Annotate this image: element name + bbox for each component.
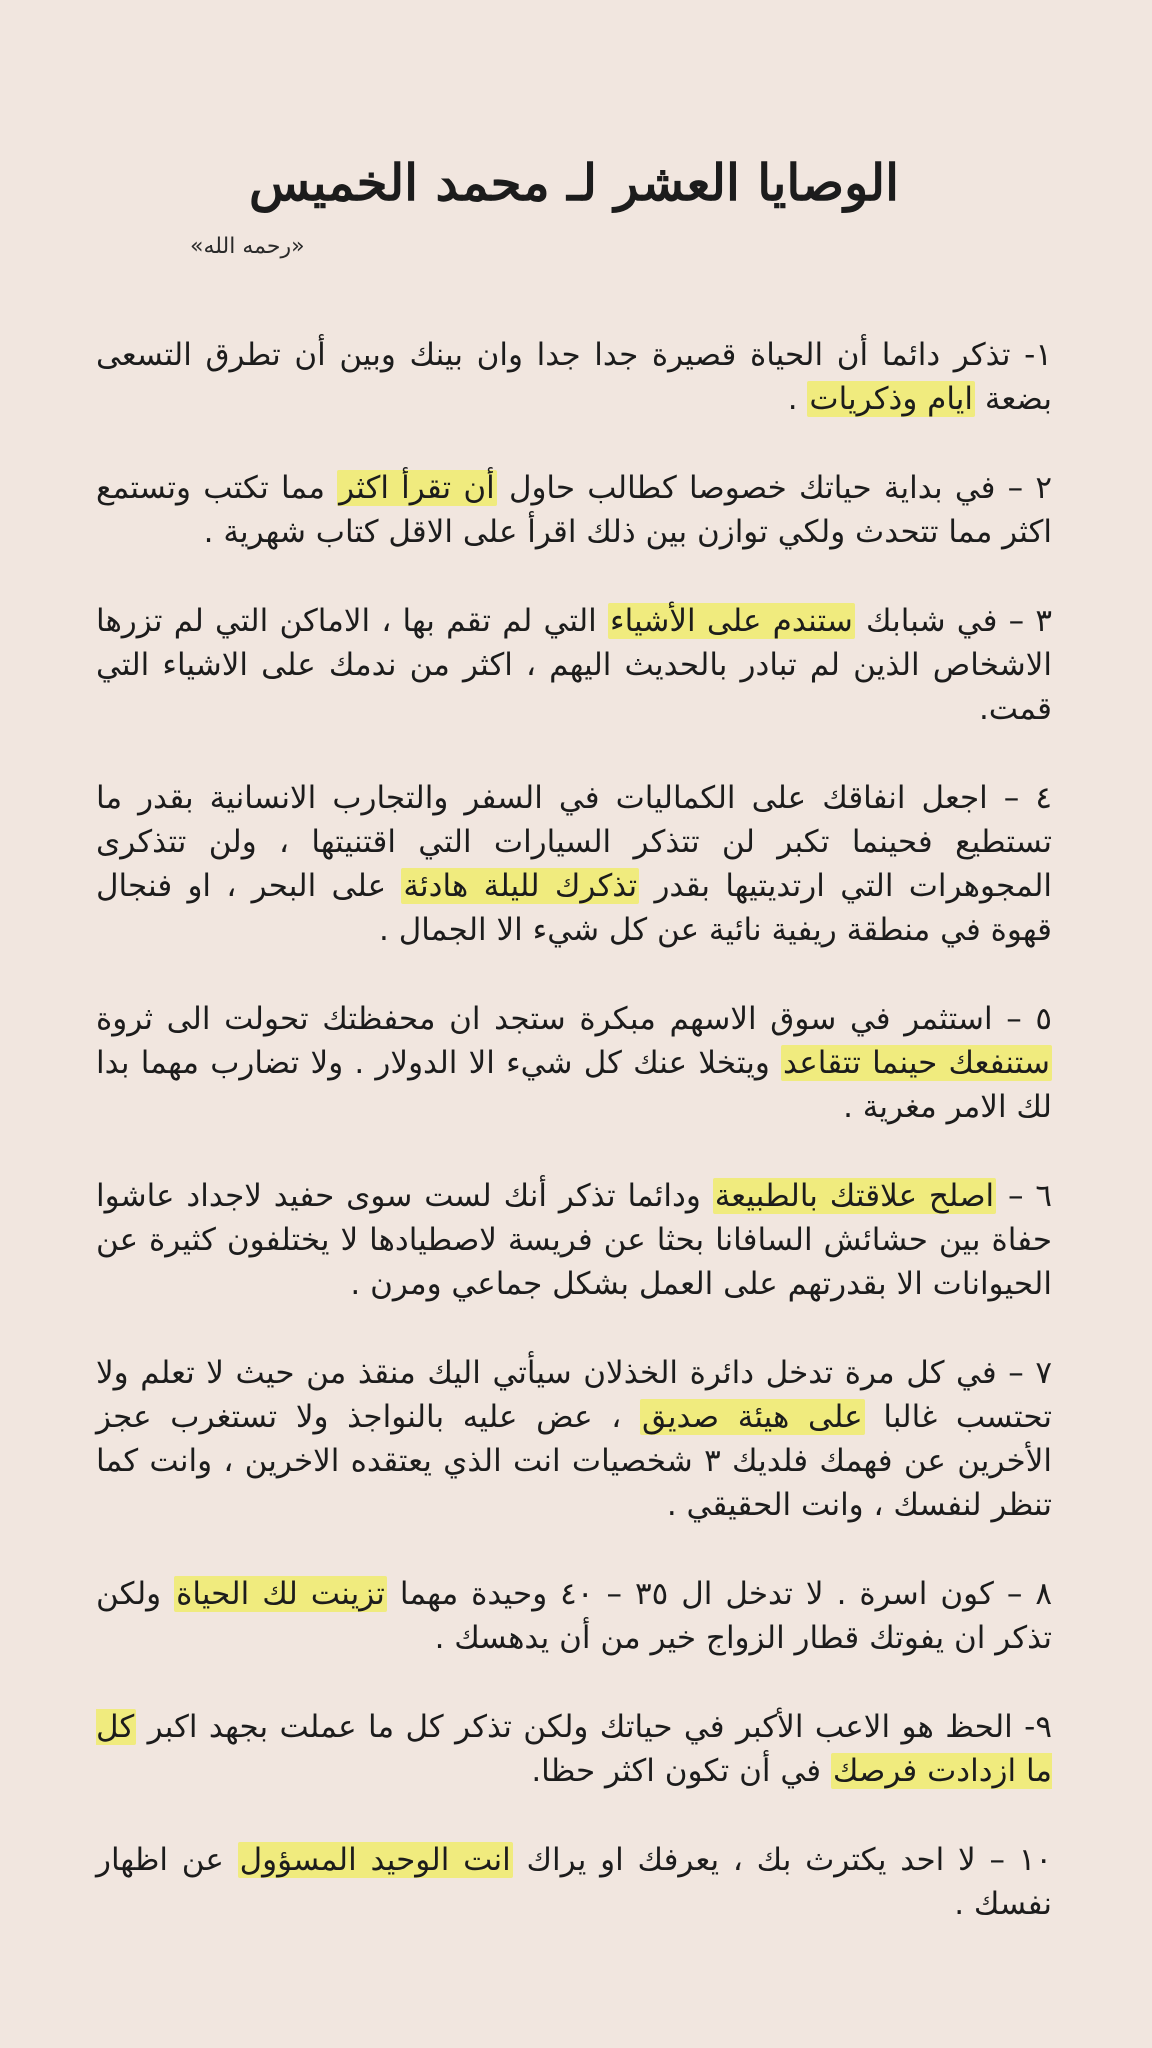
advice-text: ويتخلا عنك كل شيء الا الدولار . ولا تضارب مهما بدا لك الامر مغرية . — [96, 1045, 1052, 1125]
highlighted-phrase: ستنفعك حينما تتقاعد — [783, 1045, 1050, 1081]
advice-text: ، عض عليه بالنواجذ ولا تستغرب عجز الأخرين عن فهمك فلديك ٣ شخصيات انت الذي يعتقده الاخرين ، وانت كما تنظر لنفسك ، وانت الحقيقي . — [96, 1399, 1052, 1523]
advice-list — [96, 333, 1052, 1926]
highlighted-phrase: على هيئة صديق — [641, 1399, 863, 1435]
advice-text: مما تكتب وتستمع اكثر مما تتحدث ولكي توازن بين ذلك اقرأ على الاقل كتاب شهرية . — [96, 470, 1052, 550]
advice-text: عن اظهار نفسك . — [96, 1842, 1052, 1922]
advice-text: ٦ – — [996, 1178, 1053, 1214]
highlighted-phrase: كل ما ازدادت فرصك — [96, 1709, 1052, 1789]
advice-text: ٣ – في شبابك — [854, 603, 1052, 639]
advice-text: ٥ – استثمر في سوق الاسهم مبكرة ستجد ان محفظتك تحولت الى ثروة — [96, 1001, 1052, 1037]
advice-text: ٢ – في بداية حياتك خصوصا كطالب حاول — [496, 470, 1053, 506]
advice-item-6 — [96, 1174, 1052, 1306]
advice-text: ٤ – اجعل انفاقك على الكماليات في السفر والتجارب الانسانية بقدر ما تستطيع فحينما تكبر لن تتذكر السيارات التي اقتنيتها ، ولن تتذكرى المجوهرات التي ارتديتيها بقدر — [96, 780, 1053, 904]
page-title: الوصايا العشر لـ محمد الخميس — [248, 153, 900, 212]
highlighted-phrase: ايام وذكريات — [809, 381, 974, 417]
advice-item-1 — [96, 333, 1052, 421]
advice-item-8 — [96, 1572, 1052, 1660]
advice-item-10 — [96, 1838, 1052, 1926]
advice-text: ٨ – كون اسرة . لا تدخل ال ٣٥ – ٤٠ وحيدة مهما — [386, 1576, 1053, 1612]
advice-text: ١٠ – لا احد يكترث بك ، يعرفك او يراك — [512, 1842, 1053, 1878]
highlighted-phrase: ستندم على الأشياء — [610, 603, 853, 639]
advice-item-9 — [96, 1705, 1052, 1793]
highlighted-phrase: أن تقرأ اكثر — [339, 470, 495, 506]
advice-text: على البحر ، او فنجال قهوة في منطقة ريفية نائية عن كل شيء الا الجمال . — [96, 868, 1052, 948]
highlighted-phrase: تزينت لك الحياة — [176, 1576, 385, 1612]
page-subtitle: «رحمه الله» — [190, 234, 305, 259]
highlighted-phrase: انت الوحيد المسؤول — [239, 1842, 511, 1878]
advice-item-2 — [96, 466, 1052, 554]
advice-item-5 — [96, 997, 1052, 1129]
advice-text: ودائما تذكر أنك لست سوى حفيد لاجداد عاشوا حفاة بين حشائش السافانا بحثا عن فريسة لاصطيادها لا يختلفون كثيرة عن الحيوانات الا بقدرتهم على العمل بشكل جماعي ومرن . — [96, 1178, 1052, 1302]
advice-item-4 — [96, 776, 1052, 952]
advice-text: ١- تذكر دائما أن الحياة قصيرة جدا جدا وان بينك وبين أن تطرق التسعى بضعة — [96, 337, 1052, 417]
advice-text: التي لم تقم بها ، الاماكن التي لم تزرها الاشخاص الذين لم تبادر بالحديث اليهم ، اكثر من ندمك على الاشياء التي قمت. — [96, 603, 1052, 727]
advice-text: ٧ – في كل مرة تدخل دائرة الخذلان سيأتي اليك منقذ من حيث لا تعلم ولا تحتسب غالبا — [96, 1355, 1052, 1435]
highlighted-phrase: تذكرك لليلة هادئة — [403, 868, 638, 904]
advice-text: . — [787, 381, 808, 417]
highlighted-phrase: اصلح علاقتك بالطبيعة — [714, 1178, 995, 1214]
advice-text: في أن تكون اكثر حظا. — [531, 1753, 831, 1789]
advice-text: ٩- الحظ هو الاعب الأكبر في حياتك ولكن تذكر كل ما عملت بجهد اكبر — [136, 1709, 1052, 1745]
advice-text: ولكن تذكر ان يفوتك قطار الزواج خير من أن يدهسك . — [96, 1576, 1052, 1656]
advice-item-3 — [96, 599, 1052, 731]
advice-item-7 — [96, 1351, 1052, 1527]
